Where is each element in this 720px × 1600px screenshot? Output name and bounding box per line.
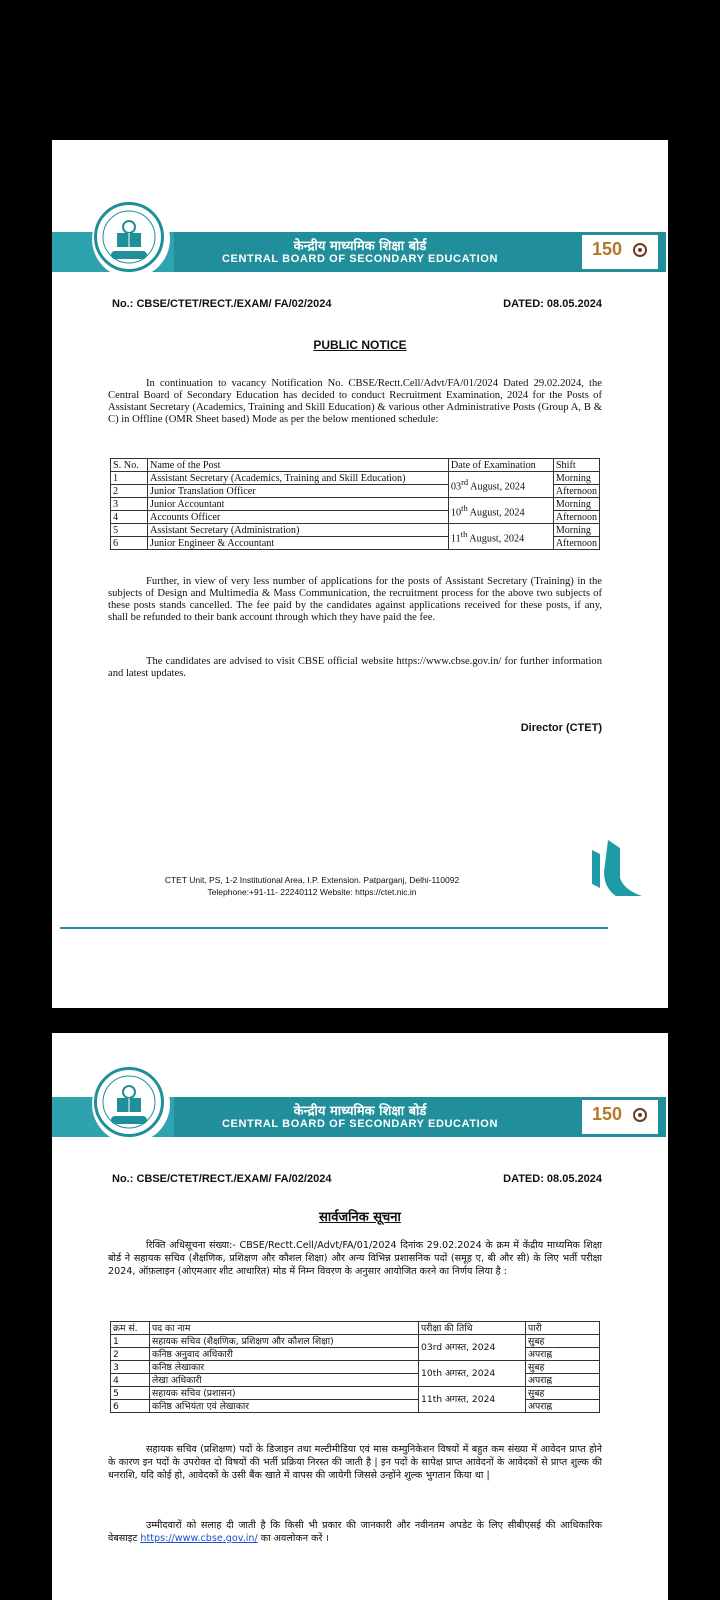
row-sno: 6 xyxy=(111,1400,150,1413)
header-date: Date of Examination xyxy=(448,459,553,472)
table-row xyxy=(111,1374,600,1387)
row-shift: अपराह्न xyxy=(526,1400,600,1413)
row-shift: सुबह xyxy=(526,1387,600,1400)
advisory-text: उम्मीदवारों को सलाह दी जाती है कि किसी भी प्रकार की जानकारी और नवीनतम अपडेट के लिए सीबीएसई की आधिकारिक वेबसाइट xyxy=(108,1520,602,1544)
notice-title: सार्वजनिक सूचना xyxy=(319,1210,401,1225)
row-sno: 1 xyxy=(111,472,148,485)
advisory-paragraph: The candidates are advised to visit CBSE official website https://www.cbse.gov.in/ for further information and latest updates. xyxy=(108,656,602,679)
exam-date-cell: 10th अगस्त, 2024 xyxy=(419,1361,526,1387)
table-header-row xyxy=(111,1322,600,1335)
header-banner xyxy=(174,1097,666,1137)
date-rest: August, 2024 xyxy=(468,481,526,493)
header-banner xyxy=(174,232,666,272)
row-shift: Morning xyxy=(553,498,599,511)
row-post: लेखा अधिकारी xyxy=(150,1374,419,1387)
row-sno: 5 xyxy=(111,1387,150,1400)
row-shift: Afternoon xyxy=(553,485,599,498)
row-sno: 1 xyxy=(111,1335,150,1348)
date-suffix: th xyxy=(460,528,468,539)
table-row xyxy=(111,498,600,511)
row-shift: Morning xyxy=(553,524,599,537)
row-sno: 3 xyxy=(111,498,148,511)
header-date: परीक्षा की तिथि xyxy=(419,1322,526,1335)
footer-contact: Telephone:+91-11- 22240112 Website: https://ctet.nic.in xyxy=(207,887,417,897)
date-day: 03 xyxy=(450,481,462,493)
intro-paragraph: In continuation to vacancy Notification No. CBSE/Rectt.Cell/Advt/FA/01/2024 Dated 29.02.2024, the Central Board of Secondary Education has decided to conduct Recruitment Examination, 2024 for the Posts of Assistant Secretary (Academics, Training and Skill Education) & various other Administrative Posts (Group A, B & C) in Offline (OMR Sheet based) Mode as per the below mentioned schedule: xyxy=(108,378,602,425)
cbse-website-link[interactable]: https://www.cbse.gov.in/ xyxy=(140,1533,258,1544)
row-shift: अपराह्न xyxy=(526,1348,600,1361)
exam-schedule-table xyxy=(110,1321,600,1413)
corner-mark-icon xyxy=(590,838,646,907)
date-day: 11 xyxy=(450,533,461,545)
notice-title: PUBLIC NOTICE xyxy=(313,338,407,352)
table-row xyxy=(111,524,600,537)
header-shift: पारी xyxy=(526,1322,600,1335)
exam-date-cell: 03rd अगस्त, 2024 xyxy=(419,1335,526,1361)
row-post: कनिष्ठ लेखाकार xyxy=(150,1361,419,1374)
row-post: Junior Engineer & Accountant xyxy=(147,537,448,550)
header-post: पद का नाम xyxy=(150,1322,419,1335)
exam-date-cell xyxy=(448,524,553,550)
notice-page-english xyxy=(52,140,668,1008)
table-row xyxy=(111,1335,600,1348)
row-sno: 4 xyxy=(111,511,148,524)
date-rest: August, 2024 xyxy=(467,507,525,519)
date-suffix: th xyxy=(461,502,468,513)
row-shift: Morning xyxy=(553,472,599,485)
table-row xyxy=(111,472,600,485)
date-suffix: rd xyxy=(461,476,469,487)
table-row xyxy=(111,1361,600,1374)
advisory-paragraph xyxy=(108,1519,602,1545)
row-sno: 3 xyxy=(111,1361,150,1374)
cancellation-paragraph: Further, in view of very less number of applications for the posts of Assistant Secretary (Training) in the subjects of Design and Multimedia & Mass Communication, the recruitment process for the above two subjects of these posts stands cancelled. The fee paid by the candidates against applications received for these posts, if any, shall be refunded to their bank account through which they have paid the fee. xyxy=(108,576,602,623)
notice-date: DATED: 08.05.2024 xyxy=(503,298,602,310)
board-name-english: CENTRAL BOARD OF SECONDARY EDUCATION xyxy=(221,1118,499,1130)
row-post: Junior Accountant xyxy=(147,498,448,511)
board-name-hindi: केन्द्रीय माध्यमिक शिक्षा बोर्ड xyxy=(293,239,427,254)
footer-address: CTET Unit, PS, 1-2 Institutional Area, I.P. Extension. Patparganj, Delhi-110092 xyxy=(164,875,460,885)
row-shift: अपराह्न xyxy=(526,1374,600,1387)
row-post: Accounts Officer xyxy=(147,511,448,524)
row-sno: 2 xyxy=(111,485,148,498)
row-post: Assistant Secretary (Administration) xyxy=(147,524,448,537)
footer-divider xyxy=(60,927,608,929)
reference-number: No.: CBSE/CTET/RECT./EXAM/ FA/02/2024 xyxy=(112,1173,332,1185)
row-sno: 5 xyxy=(111,524,148,537)
row-post: कनिष्ठ अभियंता एवं लेखाकार xyxy=(150,1400,419,1413)
table-header-row xyxy=(111,459,600,472)
header-post: Name of the Post xyxy=(147,459,448,472)
badge-text: 150 xyxy=(592,239,623,259)
intro-paragraph: रिक्ति अधिसूचना संख्या:- CBSE/Rectt.Cell/Advt/FA/01/2024 दिनांक 29.02.2024 के क्रम में केंद्रीय माध्यमिक शिक्षा बोर्ड ने सहायक सचिव (शैक्षणिक, प्रशिक्षण और कौशल शिक्षा) और अन्य विभिन्न प्रशासनिक पदों (समूह ए, बी और सी) के लिए भर्ती परीक्षा 2024, ऑफ़लाइन (ओएमआर शीट आधारित) मोड में निम्न विवरण के अनुसार आयोजित करने का निर्णय लिया है : xyxy=(108,1240,602,1277)
date-day: 10 xyxy=(450,507,462,519)
cbse-emblem-icon xyxy=(94,1067,164,1137)
row-post: कनिष्ठ अनुवाद अधिकारी xyxy=(150,1348,419,1361)
row-sno: 2 xyxy=(111,1348,150,1361)
row-shift: सुबह xyxy=(526,1361,600,1374)
row-post: सहायक सचिव (प्रशासन) xyxy=(150,1387,419,1400)
row-shift: Afternoon xyxy=(553,537,599,550)
signatory: Director (CTET) xyxy=(520,722,602,734)
table-row xyxy=(111,1387,600,1400)
row-post: Assistant Secretary (Academics, Training and Skill Education) xyxy=(147,472,448,485)
badge-text: 150 xyxy=(592,1104,623,1124)
header-sno: क्रम सं. xyxy=(111,1322,150,1335)
cbse-emblem-icon xyxy=(94,202,164,272)
board-name-hindi: केन्द्रीय माध्यमिक शिक्षा बोर्ड xyxy=(293,1104,427,1119)
row-post: सहायक सचिव (शैक्षणिक, प्रशिक्षण और कौशल शिक्षा) xyxy=(150,1335,419,1348)
header-sno: S. No. xyxy=(111,459,148,472)
reference-number: No.: CBSE/CTET/RECT./EXAM/ FA/02/2024 xyxy=(112,298,332,310)
board-name-english: CENTRAL BOARD OF SECONDARY EDUCATION xyxy=(221,253,499,265)
advisory-text-end: का अवलोकन करें । xyxy=(257,1533,330,1544)
exam-date-cell xyxy=(448,472,553,498)
exam-date-cell: 11th अगस्त, 2024 xyxy=(419,1387,526,1413)
row-sno: 6 xyxy=(111,537,148,550)
row-shift: Afternoon xyxy=(553,511,599,524)
notice-page-hindi xyxy=(52,1033,668,1600)
header-shift: Shift xyxy=(553,459,599,472)
cancellation-paragraph: सहायक सचिव (प्रशिक्षण) पदों के डिजाइन तथा मल्टीमीडिया एवं मास कम्युनिकेशन विषयों में बहुत कम संख्या में आवेदन प्राप्त होने के कारण इन पदों के उपरोक्त दो विषयों की भर्ती प्रक्रिया निरस्त की जाती है | इन पदों के सापेक्ष प्राप्त आवेदनों के आवेदकों से प्राप्त शुल्क की धनराशि, यदि कोई हो, आवेदकों के उसी बैंक खाते में वापस की जायेगी जिससे उन्होंने शुल्क भुगतान किया था | xyxy=(108,1444,602,1481)
150-years-logo-icon xyxy=(582,235,658,269)
table-row xyxy=(111,1348,600,1361)
notice-date: DATED: 08.05.2024 xyxy=(503,1173,602,1185)
date-rest: August, 2024 xyxy=(467,533,525,545)
exam-schedule-table xyxy=(110,458,600,550)
row-shift: सुबह xyxy=(526,1335,600,1348)
table-row xyxy=(111,1400,600,1413)
row-sno: 4 xyxy=(111,1374,150,1387)
exam-date-cell xyxy=(448,498,553,524)
row-post: Junior Translation Officer xyxy=(147,485,448,498)
150-years-logo-icon xyxy=(582,1100,658,1134)
